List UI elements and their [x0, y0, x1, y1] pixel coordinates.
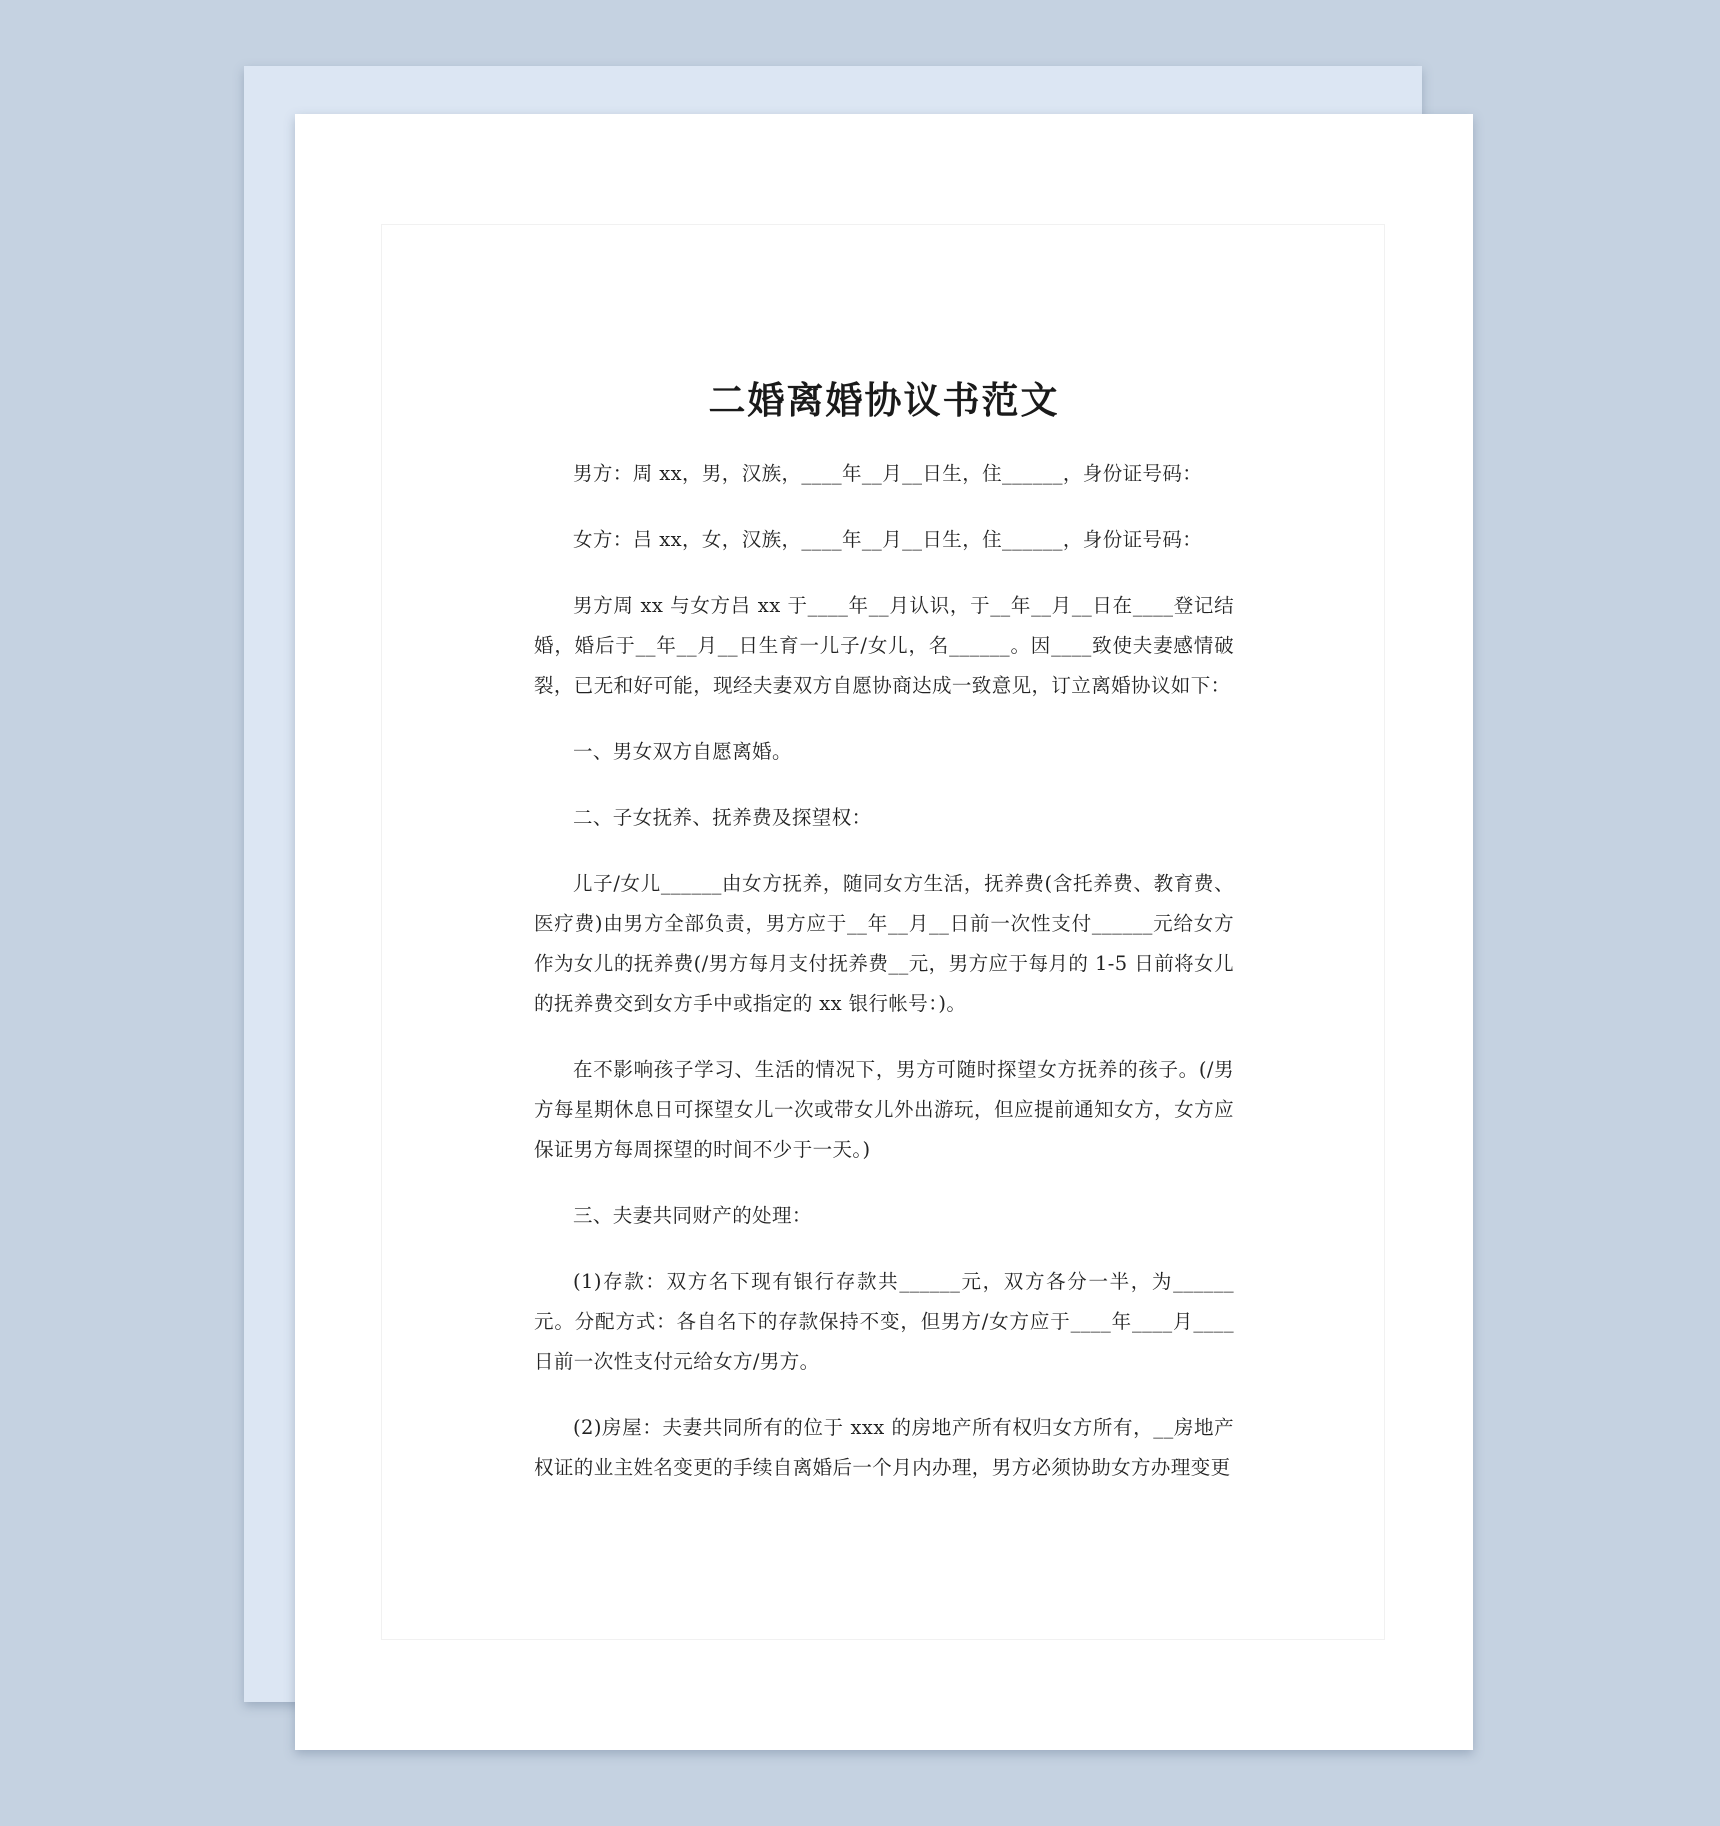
- paragraph-visitation: 在不影响孩子学习、生活的情况下，男方可随时探望女方抚养的孩子。(/男方每星期休息日可探望女儿一次或带女儿外出游玩，但应提前通知女方，女方应保证男方每周探望的时间不少于一天。): [534, 1058, 1234, 1161]
- paragraph-clause-1: 一、男女双方自愿离婚。: [573, 740, 792, 763]
- document-title: 二婚离婚协议书范文: [708, 378, 1060, 422]
- paragraph-clause-2-heading: 二、子女抚养、抚养费及探望权：: [573, 806, 872, 829]
- document-body: [534, 372, 1234, 1514]
- paragraph-savings: (1)存款：双方名下现有银行存款共______元，双方各分一半，为______元。分配方式：各自名下的存款保持不变，但男方/女方应于____年____月____日前一次性支付元给女方/男方。: [534, 1270, 1234, 1373]
- document-page: [295, 114, 1473, 1750]
- paragraph-clause-3-heading: 三、夫妻共同财产的处理：: [573, 1204, 812, 1227]
- paragraph-child-support: 儿子/女儿______由女方抚养，随同女方生活，抚养费(含托养费、教育费、医疗费)由男方全部负责，男方应于__年__月__日前一次性支付______元给女方作为女儿的抚养费(/男方每月支付抚养费__元，男方应于每月的 1-5 日前将女儿的抚养费交到女方手中或指定的 xx 银行帐号：)。: [534, 872, 1234, 1015]
- paragraph-male-party: 男方：周 xx，男，汉族，____年__月__日生，住______，身份证号码：: [573, 462, 1203, 485]
- paragraph-property: (2)房屋：夫妻共同所有的位于 xxx 的房地产所有权归女方所有，__房地产权证的业主姓名变更的手续自离婚后一个月内办理，男方必须协助女方办理变更: [534, 1416, 1234, 1479]
- paragraph-background: 男方周 xx 与女方吕 xx 于____年__月认识，于__年__月__日在____登记结婚，婚后于__年__月__日生育一儿子/女儿，名______。因____致使夫妻感情破裂，已无和好可能，现经夫妻双方自愿协商达成一致意见，订立离婚协议如下：: [534, 594, 1234, 697]
- paragraph-female-party: 女方：吕 xx，女，汉族，____年__月__日生，住______，身份证号码：: [573, 528, 1203, 551]
